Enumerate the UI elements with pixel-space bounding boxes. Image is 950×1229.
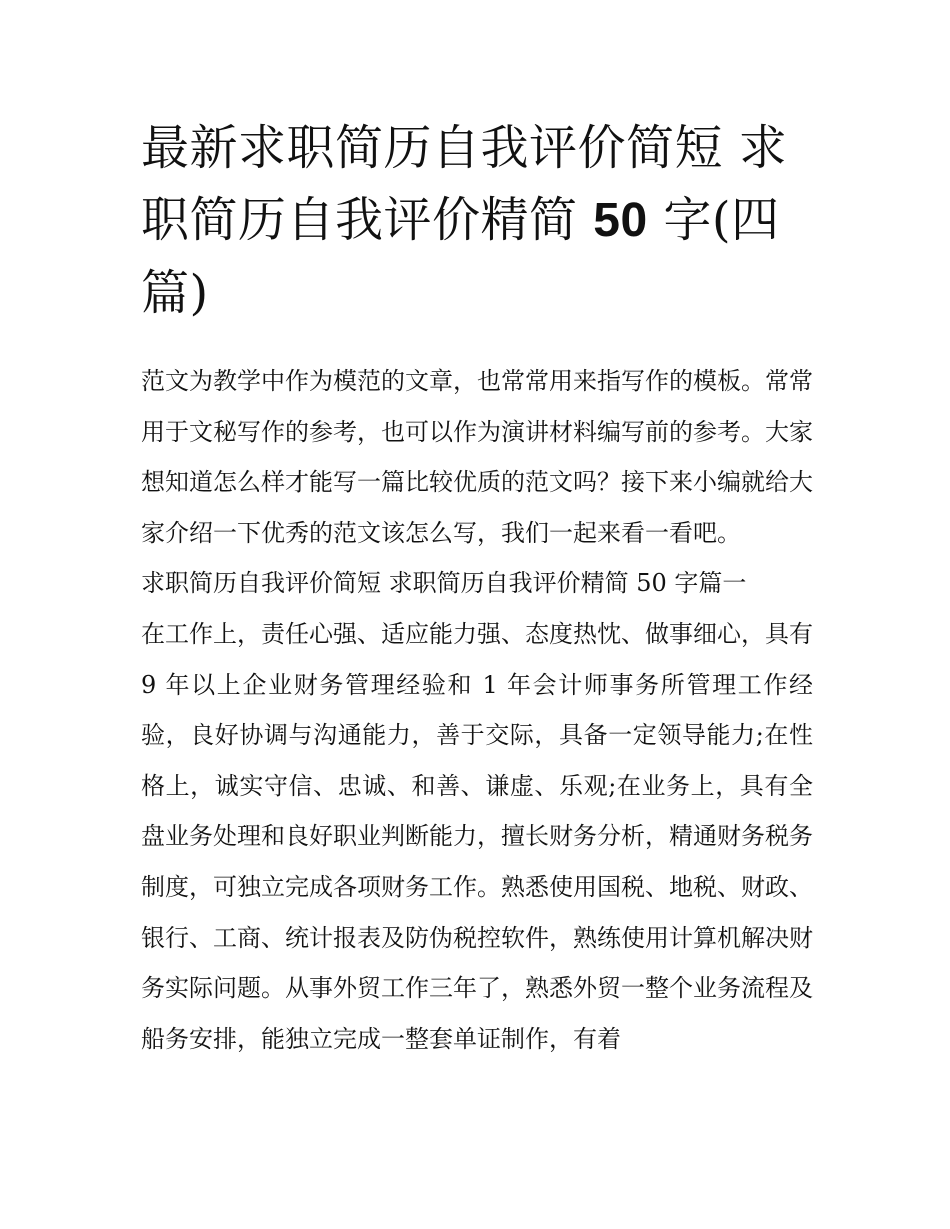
title-part-2: 50 — [593, 194, 648, 247]
document-content — [141, 112, 813, 1064]
document-body — [141, 356, 813, 1064]
body-paragraph: 在工作上，责任心强、适应能力强、态度热忱、做事细心，具有 9 年以上企业财务管理经验和 1 年会计师事务所管理工作经验，良好协调与沟通能力，善于交际，具备一定领导能力;在性格上，诚实守信、忠诚、和善、谦虚、乐观;在业务上，具有全盘业务处理和良好职业判断能力，擅长财务分析，精通财务税务制度，可独立完成各项财务工作。熟悉使用国税、地税、财政、银行、工商、统计报表及防伪税控软件，熟练使用计算机解决财务实际问题。从事外贸工作三年了，熟悉外贸一整个业务流程及船务安排，能独立完成一整套单证制作，有着 — [141, 619, 813, 1053]
title-part-3: 字(四篇) — [141, 192, 780, 321]
document-title — [141, 112, 813, 329]
title-part-1: 最新求职简历自我评价简短 求职简历自我评价精简 — [141, 120, 788, 248]
intro-paragraph: 范文为教学中作为模范的文章，也常常用来指写作的模板。常常用于文秘写作的参考，也可以作为演讲材料编写前的参考。大家想知道怎么样才能写一篇比较优质的范文吗？接下来小编就给大家介绍一下优秀的范文该怎么写，我们一起来看一看吧。 — [141, 367, 813, 547]
section-heading: 求职简历自我评价简短 求职简历自我评价精简 50 字篇一 — [141, 569, 747, 598]
